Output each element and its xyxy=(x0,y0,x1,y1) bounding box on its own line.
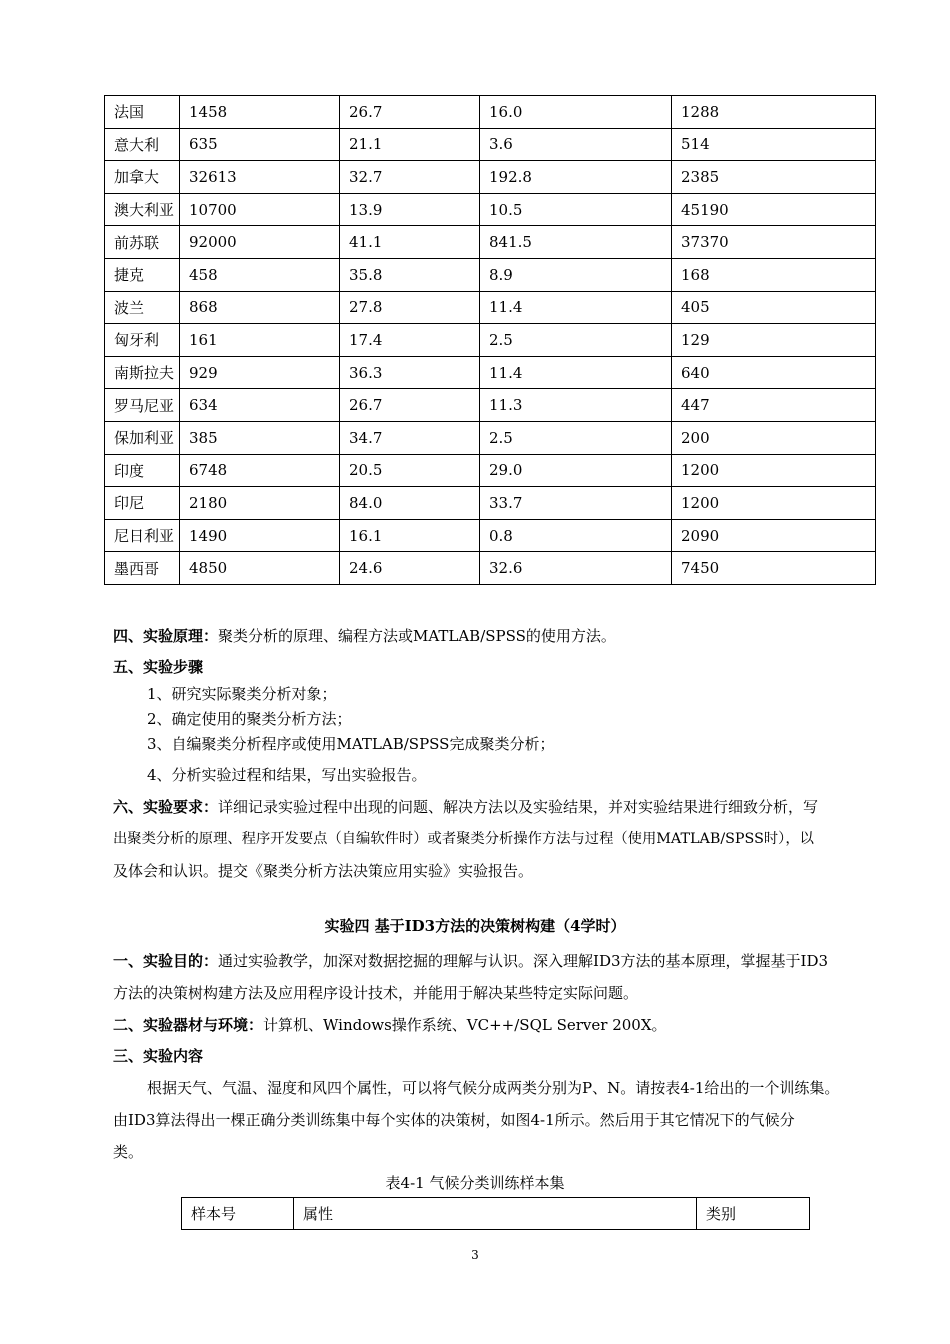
table-cell: 10700 xyxy=(180,193,340,226)
section4-label: 四、实验原理： xyxy=(113,627,219,645)
table-cell: 4850 xyxy=(180,552,340,585)
table-row xyxy=(105,454,876,487)
step-2: 2、确定使用的聚类分析方法； xyxy=(147,710,352,728)
exp4-s1-text-1: 通过实验教学，加深对数据挖掘的理解与认识。深入理解ID3方法的基本原理，掌握基于ID3 xyxy=(218,952,829,970)
table-cell: 92000 xyxy=(180,226,340,259)
table-cell: 匈牙利 xyxy=(105,324,180,357)
country-data-table xyxy=(104,95,876,585)
table-cell: 捷克 xyxy=(105,258,180,291)
table-cell: 29.0 xyxy=(480,454,672,487)
step-3: 3、自编聚类分析程序或使用MATLAB/SPSS完成聚类分析； xyxy=(147,735,555,753)
table-row xyxy=(105,96,876,129)
table-cell: 2090 xyxy=(672,519,876,552)
table-row xyxy=(105,421,876,454)
table-cell: 24.6 xyxy=(340,552,480,585)
table-cell: 17.4 xyxy=(340,324,480,357)
exp4-para-3: 类。 xyxy=(113,1143,144,1161)
table-cell: 26.7 xyxy=(340,389,480,422)
table-cell: 514 xyxy=(672,128,876,161)
table-cell: 405 xyxy=(672,291,876,324)
section6-line2: 出聚类分析的原理、程序开发要点（自编软件时）或者聚类分析操作方法与过程（使用MATLAB/SPSS时），以 xyxy=(113,831,814,847)
table-cell: 129 xyxy=(672,324,876,357)
section6-line3: 及体会和认识。提交《聚类分析方法决策应用实验》实验报告。 xyxy=(113,862,534,880)
table-cell: 3.6 xyxy=(480,128,672,161)
table-cell: 36.3 xyxy=(340,356,480,389)
climate-training-table xyxy=(181,1197,810,1230)
section6-text-1: 详细记录实验过程中出现的问题、解决方法以及实验结果，并对实验结果进行细致分析，写 xyxy=(218,798,819,816)
header-attribute: 属性 xyxy=(294,1198,697,1230)
table-cell: 32.6 xyxy=(480,552,672,585)
table-cell: 2.5 xyxy=(480,324,672,357)
table-cell: 32613 xyxy=(180,161,340,194)
table-row xyxy=(105,291,876,324)
table-cell: 印度 xyxy=(105,454,180,487)
section4-line xyxy=(113,625,616,646)
exp4-s2-label: 二、实验器材与环境： xyxy=(113,1016,264,1034)
table-cell: 161 xyxy=(180,324,340,357)
table-cell: 尼日利亚 xyxy=(105,519,180,552)
table-cell: 35.8 xyxy=(340,258,480,291)
table-cell: 84.0 xyxy=(340,487,480,520)
table-caption: 表4-1 气候分类训练样本集 xyxy=(385,1174,565,1192)
table-cell: 868 xyxy=(180,291,340,324)
table-cell: 37370 xyxy=(672,226,876,259)
table-cell: 前苏联 xyxy=(105,226,180,259)
exp4-s1-label: 一、实验目的： xyxy=(113,952,219,970)
table-cell: 澳大利亚 xyxy=(105,193,180,226)
table-cell: 印尼 xyxy=(105,487,180,520)
exp4-s3-label: 三、实验内容 xyxy=(113,1047,204,1065)
exp4-s1-line1 xyxy=(113,950,828,971)
header-class: 类别 xyxy=(697,1198,810,1230)
table-cell: 11.4 xyxy=(480,291,672,324)
table-cell: 11.3 xyxy=(480,389,672,422)
table-cell: 21.1 xyxy=(340,128,480,161)
table-cell: 1458 xyxy=(180,96,340,129)
table-cell: 41.1 xyxy=(340,226,480,259)
table-cell: 929 xyxy=(180,356,340,389)
table-header-row xyxy=(182,1198,810,1230)
page-number: 3 xyxy=(471,1248,479,1262)
section5-label: 五、实验步骤 xyxy=(113,658,204,676)
header-sample-no: 样本号 xyxy=(182,1198,294,1230)
exp4-para-2: 由ID3算法得出一棵正确分类训练集中每个实体的决策树，如图4-1所示。然后用于其它情况下的气候分 xyxy=(113,1111,795,1129)
table-cell: 27.8 xyxy=(340,291,480,324)
section6-label: 六、实验要求： xyxy=(113,798,219,816)
table-row xyxy=(105,552,876,585)
table-cell: 458 xyxy=(180,258,340,291)
table-row xyxy=(105,258,876,291)
table-row xyxy=(105,389,876,422)
step-4: 4、分析实验过程和结果，写出实验报告。 xyxy=(147,766,427,784)
table-cell: 加拿大 xyxy=(105,161,180,194)
table-cell: 波兰 xyxy=(105,291,180,324)
table-row xyxy=(105,487,876,520)
table-cell: 26.7 xyxy=(340,96,480,129)
table-cell: 1490 xyxy=(180,519,340,552)
table-cell: 11.4 xyxy=(480,356,672,389)
table-cell: 法国 xyxy=(105,96,180,129)
table-cell: 墨西哥 xyxy=(105,552,180,585)
table-cell: 168 xyxy=(672,258,876,291)
table-row xyxy=(105,226,876,259)
table-row xyxy=(105,519,876,552)
table-row xyxy=(105,324,876,357)
table-cell: 1200 xyxy=(672,454,876,487)
exp4-s1-line2: 方法的决策树构建方法及应用程序设计技术，并能用于解决某些特定实际问题。 xyxy=(113,984,639,1002)
table-cell: 640 xyxy=(672,356,876,389)
table-cell: 192.8 xyxy=(480,161,672,194)
table-cell: 447 xyxy=(672,389,876,422)
table-cell: 8.9 xyxy=(480,258,672,291)
table-cell: 南斯拉夫 xyxy=(105,356,180,389)
section6-line1 xyxy=(113,796,818,817)
table-cell: 20.5 xyxy=(340,454,480,487)
country-table-body xyxy=(105,96,876,585)
table-cell: 45190 xyxy=(672,193,876,226)
table-cell: 634 xyxy=(180,389,340,422)
exp4-para-1: 根据天气、气温、湿度和风四个属性，可以将气候分成两类分别为P、N。请按表4-1给出的一个训练集。 xyxy=(147,1079,840,1097)
table-row xyxy=(105,128,876,161)
table-cell: 2180 xyxy=(180,487,340,520)
table-row xyxy=(105,161,876,194)
table-cell: 意大利 xyxy=(105,128,180,161)
table-row xyxy=(105,193,876,226)
table-cell: 13.9 xyxy=(340,193,480,226)
table-cell: 10.5 xyxy=(480,193,672,226)
table-cell: 385 xyxy=(180,421,340,454)
section4-text: 聚类分析的原理、编程方法或MATLAB/SPSS的使用方法。 xyxy=(218,627,616,645)
table-cell: 16.0 xyxy=(480,96,672,129)
table-cell: 33.7 xyxy=(480,487,672,520)
exp4-title: 实验四 基于ID3方法的决策树构建（4学时） xyxy=(324,917,626,935)
table-cell: 罗马尼亚 xyxy=(105,389,180,422)
table-cell: 32.7 xyxy=(340,161,480,194)
table-cell: 16.1 xyxy=(340,519,480,552)
table-cell: 1200 xyxy=(672,487,876,520)
table-cell: 635 xyxy=(180,128,340,161)
table-cell: 34.7 xyxy=(340,421,480,454)
step-1: 1、研究实际聚类分析对象； xyxy=(147,685,337,703)
exp4-s2-line xyxy=(113,1014,667,1035)
table-cell: 1288 xyxy=(672,96,876,129)
table-cell: 0.8 xyxy=(480,519,672,552)
table-cell: 200 xyxy=(672,421,876,454)
table-cell: 保加利亚 xyxy=(105,421,180,454)
exp4-s2-text: 计算机、Windows操作系统、VC++/SQL Server 200X。 xyxy=(263,1016,667,1034)
table-cell: 841.5 xyxy=(480,226,672,259)
table-cell: 6748 xyxy=(180,454,340,487)
table-row xyxy=(105,356,876,389)
table-cell: 7450 xyxy=(672,552,876,585)
table-cell: 2385 xyxy=(672,161,876,194)
table-cell: 2.5 xyxy=(480,421,672,454)
